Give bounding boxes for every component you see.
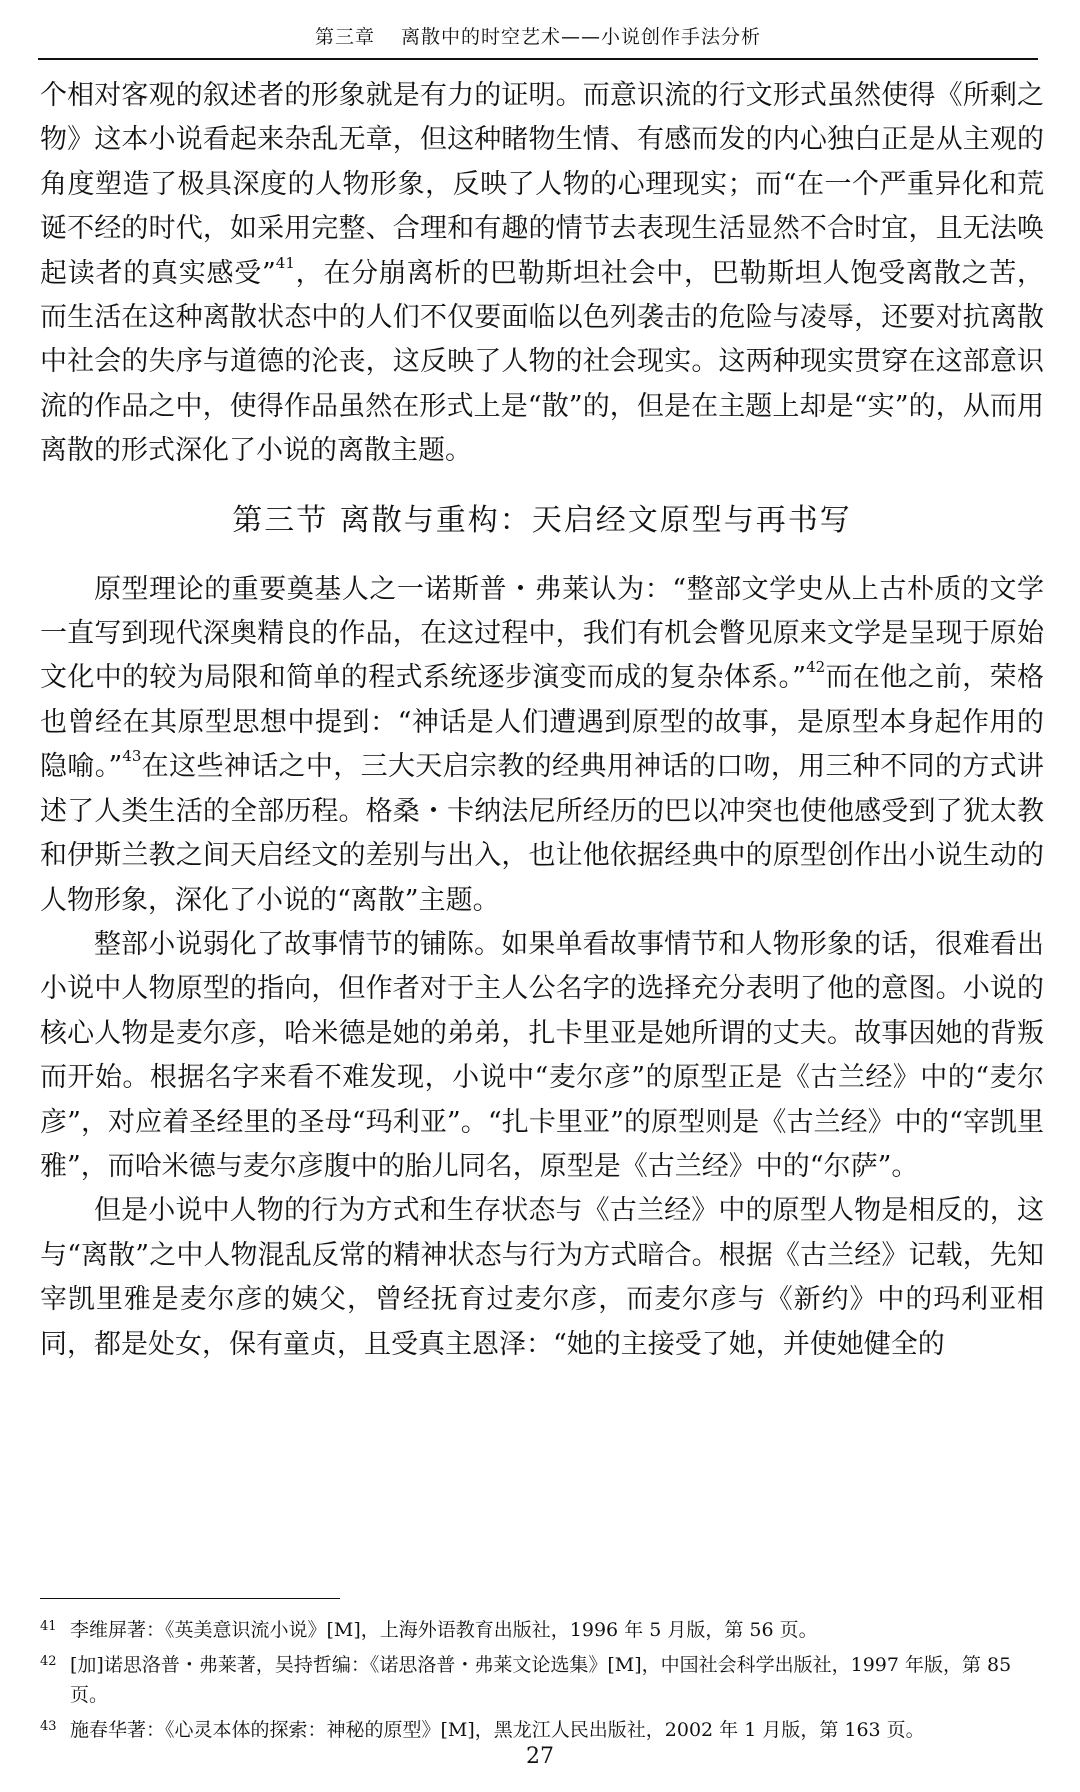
footnote-text: [加]诺思洛普・弗莱著，吴持哲编：《诺思洛普・弗莱文论选集》[M]，中国社会科学出版社，1997 年版，第 85 页。 <box>70 1654 1012 1706</box>
footnote-42 <box>40 1647 1044 1710</box>
paragraph-3: 整部小说弱化了故事情节的铺陈。如果单看故事情节和人物形象的话，很难看出小说中人物原型的指向，但作者对于主人公名字的选择充分表明了他的意图。小说的核心人物是麦尔彦，哈米德是她的弟弟，扎卡里亚是她所谓的丈夫。故事因她的背叛而开始。根据名字来看不难发现，小说中“麦尔彦”的原型正是《古兰经》中的“麦尔彦”，对应着圣经里的圣母“玛利亚”。“扎卡里亚”的原型则是《古兰经》中的“宰凯里雅”，而哈米德与麦尔彦腹中的胎儿同名，原型是《古兰经》中的“尔萨”。 <box>40 928 1044 1182</box>
running-header <box>38 22 1038 60</box>
footnote-ref-41[interactable]: 41 <box>275 253 295 272</box>
paragraph-1 <box>40 74 1044 474</box>
paragraph-2-part-a: 原型理论的重要奠基人之一诺斯普・弗莱认为：“整部文学史从上古朴质的文学一直写到现代深奥精良的作品，在这过程中，我们有机会瞥见原来文学是呈现于原始文化中的较为局限和简单的程式系统逐步演变而成的复杂体系。” <box>40 573 1044 694</box>
paragraph-2-part-b: 而在他之前，荣格也曾经在其原型思想中提到：“神话是人们遭遇到原型的故事，是原型本身起作用的隐喻。” <box>40 662 1045 783</box>
paragraph-1-continued: ，在分崩离析的巴勒斯坦社会中，巴勒斯坦人饱受离散之苦，而生活在这种离散状态中的人们不仅要面临以色列袭击的危险与凌辱，还要对抗离散中社会的失序与道德的沦丧，这反映了人物的社会现实。这两种现实贯穿在这部意识流的作品之中，使得作品虽然在形式上是“散”的，但是在主题上却是“实”的，从而用离散的形式深化了小说的离散主题。 <box>40 257 1045 467</box>
chapter-title: 离散中的时空艺术——小说创作手法分析 <box>401 26 762 48</box>
footnote-43 <box>40 1712 1044 1745</box>
paragraph-1-text: 个相对客观的叙述者的形象就是有力的证明。而意识流的行文形式虽然使得《所剩之物》这本小说看起来杂乱无章，但这种睹物生情、有感而发的内心独白正是从主观的角度塑造了极具深度的人物形象，反映了人物的心理现实；而“在一个严重异化和荒诞不经的时代，如采用完整、合理和有趣的情节去表现生活显然不合时宜，且无法唤起读者的真实感受” <box>40 80 1044 289</box>
section-heading: 第三节 离散与重构：天启经文原型与再书写 <box>232 502 852 538</box>
chapter-label: 第三章 <box>314 26 375 48</box>
footnotes <box>40 1612 1044 1747</box>
footnote-number: 41 <box>40 1619 57 1634</box>
footnote-ref-42[interactable]: 42 <box>806 658 826 677</box>
footnote-41 <box>40 1612 1044 1645</box>
paragraph-2 <box>40 568 1044 923</box>
footnote-text: 李维屏著：《英美意识流小说》[M]，上海外语教育出版社，1996 年 5 月版，第 56 页。 <box>70 1619 818 1641</box>
footnote-ref-43[interactable]: 43 <box>122 747 142 766</box>
footnote-number: 42 <box>40 1654 57 1669</box>
body-text <box>40 74 1044 1367</box>
footnote-number: 43 <box>40 1719 57 1734</box>
page-number: 27 <box>526 1744 554 1769</box>
paragraph-2-part-c: 在这些神话之中，三大天启宗教的经典用神话的口吻，用三种不同的方式讲述了人类生活的全部历程。格桑・卡纳法尼所经历的巴以冲突也使他感受到了犹太教和伊斯兰教之间天启经文的差别与出入，也让他依据经典中的原型创作出小说生动的人物形象，深化了小说的“离散”主题。 <box>40 751 1044 916</box>
footnote-divider <box>40 1598 340 1599</box>
footnote-text: 施春华著：《心灵本体的探索：神秘的原型》[M]，黑龙江人民出版社，2002 年 1 月版，第 163 页。 <box>70 1719 925 1741</box>
paragraph-4: 但是小说中人物的行为方式和生存状态与《古兰经》中的原型人物是相反的，这与“离散”之中人物混乱反常的精神状态与行为方式暗合。根据《古兰经》记载，先知宰凯里雅是麦尔彦的姨父，曾经抚育过麦尔彦，而麦尔彦与《新约》中的玛利亚相同，都是处女，保有童贞，且受真主恩泽：“她的主接受了她，并使她健全的 <box>40 1195 1044 1360</box>
